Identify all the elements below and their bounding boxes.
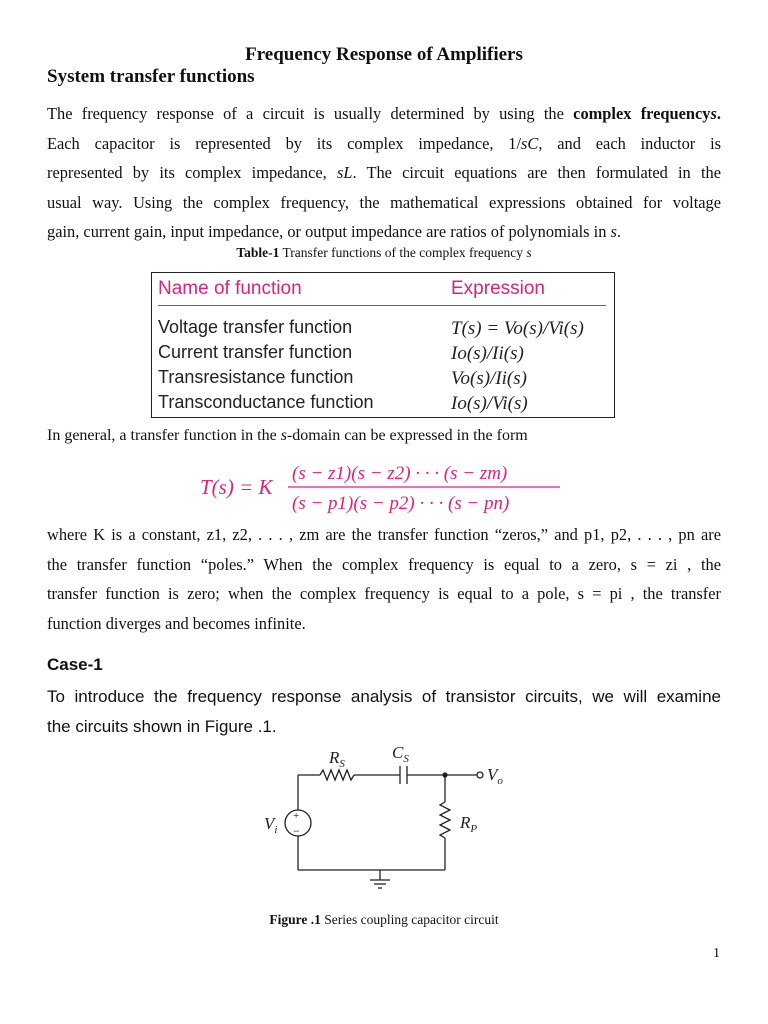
table-row-name: Transresistance function [158, 367, 354, 387]
vo-label: $V_o$ [487, 765, 503, 787]
para1-line5: gain, current gain, input impedance, or output impedance are ratios of polynomials in s. [47, 222, 621, 241]
vi-label: $V_i$ [264, 814, 278, 836]
intro-paragraph [47, 99, 721, 247]
table-row-expression [451, 391, 611, 421]
rs-resistor-icon [320, 770, 354, 780]
para2-line2: the transfer function “poles.” When the complex frequency is equal to a zero, s = zi , the [47, 554, 721, 574]
equation-denominator: (s − p1)(s − p2) · · · (s − pn) [292, 493, 510, 514]
expression-voltage-transfer [451, 316, 611, 340]
transfer-function-table [151, 272, 615, 418]
page-title: Frequency Response of Amplifiers [245, 44, 523, 65]
table-header-rule [158, 305, 606, 306]
table-row-expression-text: Vo(s)/Ii(s) [451, 368, 527, 389]
para1-line1: The frequency response of a circuit is usually determined by using the complex frequencys. [47, 104, 721, 123]
para2-line1: where K is a constant, z1, z2, . . . , zm are the transfer function “zeros,” and p1, p2, . . . , pn are [47, 525, 721, 544]
table-row-expression-text: T(s) = Vo(s)/Vi(s) [451, 318, 584, 339]
equation-graphic [200, 458, 570, 518]
source-plus-sign: + [293, 810, 300, 822]
table-caption: Table-1 Transfer functions of the complex frequency s [236, 245, 532, 260]
equation-numerator: (s − z1)(s − z2) · · · (s − zm) [292, 463, 508, 484]
circuit-figure [240, 740, 540, 910]
source-minus-sign: − [293, 824, 300, 838]
table-row-expression-text: Io(s)/Ii(s) [451, 343, 524, 364]
page-number: 1 [713, 946, 720, 961]
case-heading: Case-1 [47, 655, 103, 674]
figure-caption: Figure .1 Series coupling capacitor circuit [269, 912, 499, 927]
table-row-name: Current transfer function [158, 342, 353, 362]
table-header-name: Name of function [158, 278, 302, 299]
expression-transresistance [451, 366, 611, 390]
equation-lhs: T(s) = K [200, 475, 273, 499]
expression-current-transfer [451, 341, 611, 365]
output-terminal-icon [477, 772, 483, 778]
case-intro-paragraph [47, 682, 721, 742]
expression-transconductance [451, 391, 611, 415]
para2-line4: function diverges and becomes infinite. [47, 613, 306, 633]
intro-line2: the circuits shown in Figure .1. [47, 717, 277, 736]
table-row-name: Voltage transfer function [158, 317, 353, 337]
para1-line4: usual way. Using the complex frequency, the mathematical expressions obtained for voltage [47, 192, 721, 212]
section-heading: System transfer functions [47, 66, 255, 87]
para1-line3: represented by its complex impedance, sL. The circuit equations are then formulated in the [47, 163, 721, 182]
table-header-expression: Expression [451, 278, 545, 299]
transfer-function-equation [200, 458, 570, 524]
rs-label: $R_S$ [329, 748, 345, 770]
general-form-sentence: In general, a transfer function in the s-domain can be expressed in the form [47, 427, 528, 444]
rp-label: $R_P$ [460, 813, 478, 835]
cs-label: $C_S$ [392, 743, 409, 765]
table-row-expression-text: Io(s)/Vi(s) [451, 393, 528, 414]
para2-line3: transfer function is zero; when the complex frequency is equal to a pole, s = pi , the transfer [47, 584, 721, 603]
table-row-name: Transconductance function [158, 392, 374, 412]
intro-line1: To introduce the frequency response analysis of transistor circuits, we will examine [47, 687, 721, 706]
rp-resistor-icon [440, 802, 450, 838]
para1-line2: Each capacitor is represented by its complex impedance, 1/sC, and each inductor is [47, 133, 721, 153]
zeros-poles-paragraph [47, 520, 721, 638]
series-coupling-circuit-diagram [240, 740, 540, 905]
node-dot [442, 772, 447, 777]
